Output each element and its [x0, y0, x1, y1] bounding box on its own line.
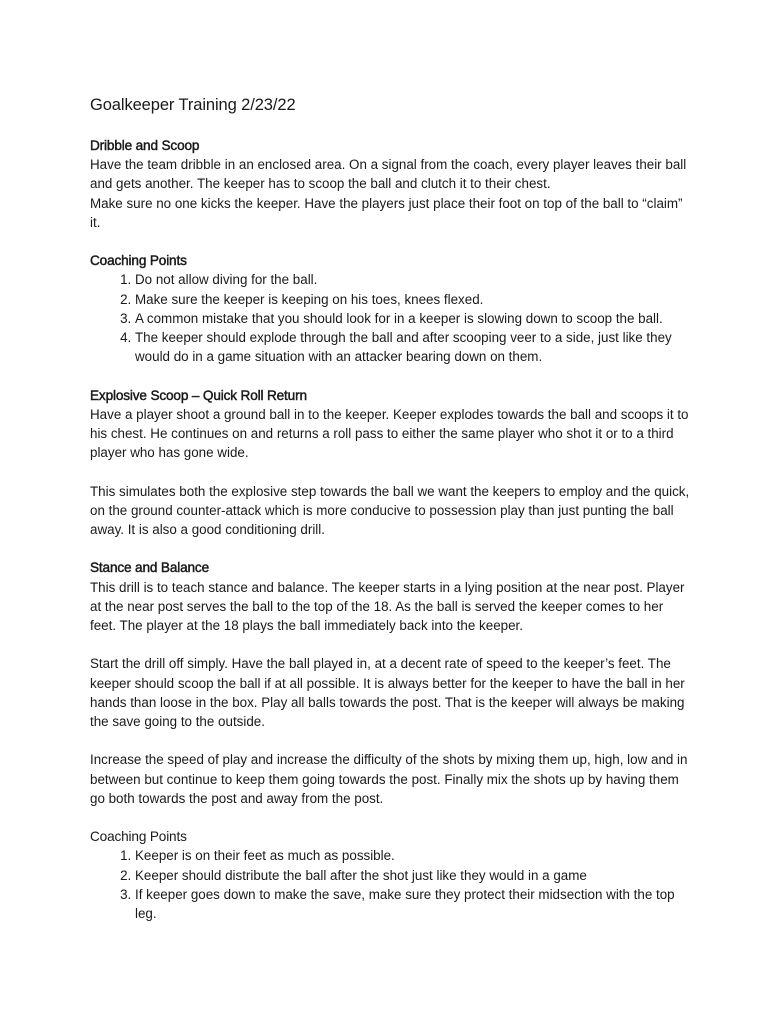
section-coaching-points-2 [90, 827, 690, 923]
document-page [90, 94, 690, 923]
paragraph-gap [90, 731, 690, 750]
list-item: 2. Make sure the keeper is keeping on his toes, knees flexed. [135, 290, 690, 309]
numbered-list [90, 846, 690, 923]
paragraph-gap [90, 232, 690, 251]
section-heading: Stance and Balance [90, 560, 209, 576]
section-explosive-scoop [90, 386, 690, 540]
section-stance-and-balance [90, 558, 690, 808]
section-heading: Dribble and Scoop [90, 138, 200, 153]
list-item: 3. If keeper goes down to make the save, make sure they protect their midsection with the top leg. [135, 885, 690, 923]
list-item: 1. Do not allow diving for the ball. [135, 270, 690, 289]
section-heading: Coaching Points [90, 829, 187, 845]
paragraph: Increase the speed of play and increase the difficulty of the shots by mixing them up, high, low and in between but continue to keep them going towards the post. Finally mix the shots up by having them go both towards the post and away from the post. [90, 752, 688, 806]
section-heading: Coaching Points [90, 253, 187, 269]
paragraph: Have a player shoot a ground ball in to the keeper. Keeper explodes towards the ball and scoops it to his chest. He continues on and returns a roll pass to either the same player who shot it or to a third player who has gone wide. [90, 406, 689, 461]
paragraph: Have the team dribble in an enclosed area. On a signal from the coach, every player leaves their ball and gets another. The keeper has to scoop the ball and clutch it to their chest. [90, 157, 687, 192]
numbered-list [90, 270, 690, 366]
paragraph-gap [90, 462, 690, 481]
section-coaching-points-1 [90, 251, 690, 366]
list-item: 4. The keeper should explode through the ball and after scooping veer to a side, just like they would do in a game situation with an attacker bearing down on them. [135, 328, 690, 366]
paragraph: This simulates both the explosive step towards the ball we want the keepers to employ and the quick, on the ground counter-attack which is more conducive to possession play than just punting the ball away. It is also a good conditioning drill. [90, 483, 690, 538]
paragraph-gap [90, 539, 690, 558]
list-item: 3. A common mistake that you should look for in a keeper is slowing down to scoop the ball. [135, 309, 690, 328]
paragraph: Make sure no one kicks the keeper. Have the players just place their foot on top of the ball to “claim” it. [90, 195, 683, 230]
list-item: 1. Keeper is on their feet as much as possible. [135, 846, 690, 865]
paragraph-gap [90, 808, 690, 827]
paragraph-gap [90, 635, 690, 654]
document-title: Goalkeeper Training 2/23/22 [90, 96, 296, 114]
section-heading: Explosive Scoop – Quick Roll Return [90, 387, 307, 403]
list-item: 2. Keeper should distribute the ball after the shot just like they would in a game [135, 866, 690, 885]
paragraph: This drill is to teach stance and balance. The keeper starts in a lying position at the near post. Player at the near post serves the ball to the top of the 18. As the ball is served the keeper comes to her feet. The player at the 18 plays the ball immediately back into the keeper. [90, 579, 685, 634]
section-dribble-and-scoop [90, 136, 690, 232]
paragraph: Start the drill off simply. Have the ball played in, at a decent rate of speed to the keeper’s feet. The keeper should scoop the ball if at all possible. It is always better for the keeper to have the ball in her hands than loose in the box. Play all balls towards the post. That is the keeper will always be making the save going to the outside. [90, 656, 685, 730]
paragraph-gap [90, 366, 690, 385]
